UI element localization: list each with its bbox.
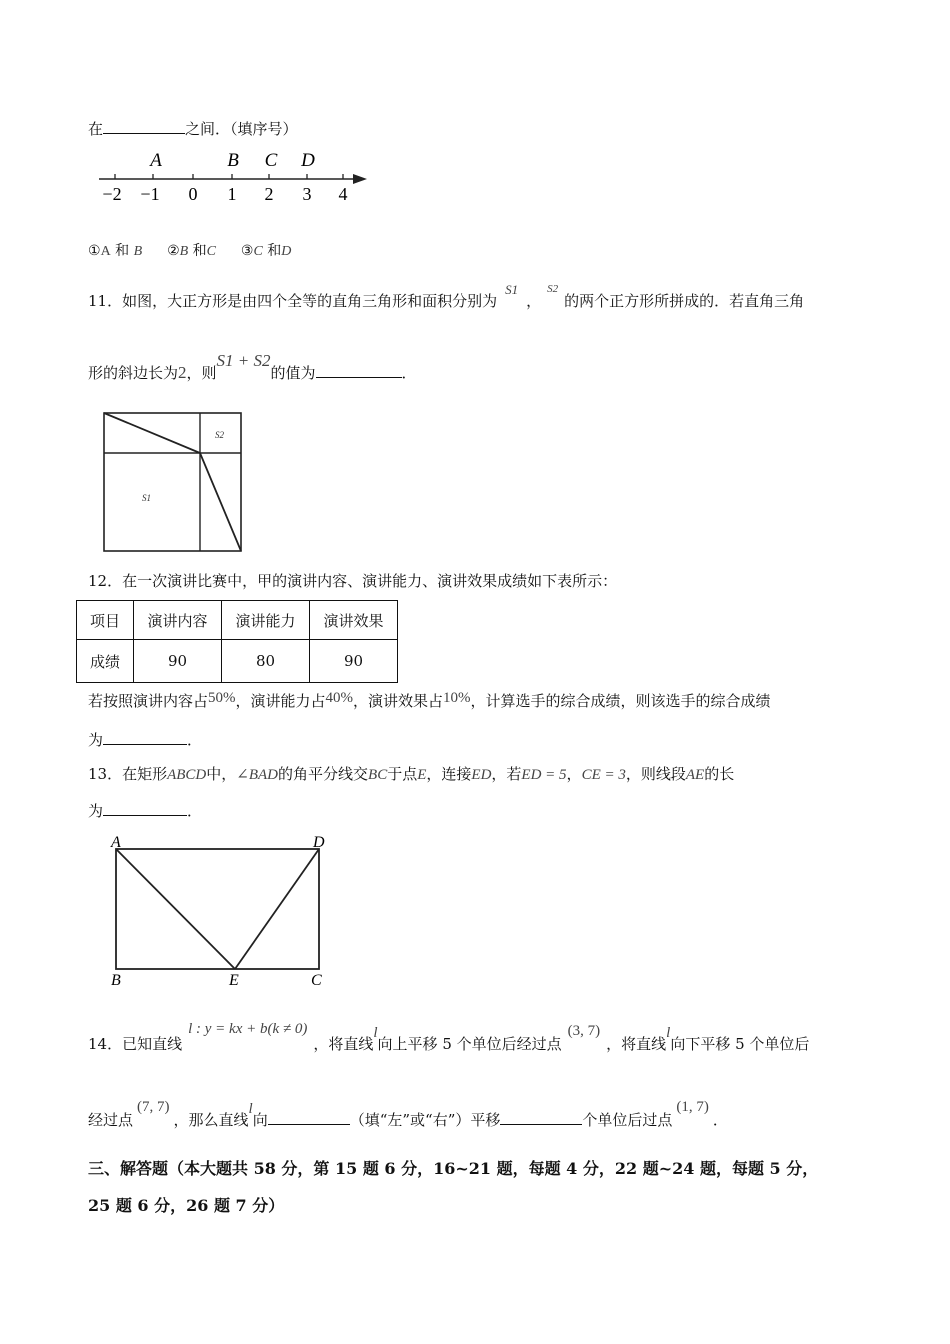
- number-line-figure: [95, 145, 375, 210]
- q12-question: 12．在一次演讲比赛中，甲的演讲内容、演讲能力、演讲效果成绩如下表所示：: [88, 572, 618, 590]
- score-table: [76, 600, 398, 683]
- q14-line-eq: l : y = kx + b(k ≠ 0): [188, 1021, 308, 1037]
- tick-label: 4: [338, 184, 348, 204]
- tick-label: 1: [227, 184, 237, 204]
- tick-label: 2: [264, 184, 274, 204]
- table-cell: 成绩: [77, 640, 134, 683]
- q14-line2: 经过点(7, 7)，那么直线l向 （填“左”或“右”）平移 个单位后过点(1, 7)．: [88, 1099, 728, 1129]
- tick-label: −2: [102, 184, 122, 204]
- table-header-cell: 项目: [77, 601, 134, 640]
- q11-s1: S1: [505, 282, 519, 297]
- table-header-cell: 演讲效果: [310, 601, 398, 640]
- table-row: [77, 640, 398, 683]
- tick-label: −1: [140, 184, 160, 204]
- table-cell: 80: [222, 640, 310, 683]
- table-row: [77, 601, 398, 640]
- point-label-c: C: [264, 150, 278, 171]
- vertex-d: D: [313, 834, 325, 851]
- vertex-a: A: [111, 834, 121, 851]
- q14-point-1: (3, 7): [567, 1023, 601, 1039]
- q13-figure: [104, 830, 332, 992]
- option-1[interactable]: ①A 和 B: [88, 243, 143, 259]
- segment-ae: [116, 849, 235, 969]
- q10-options: [88, 240, 291, 260]
- q14-line1: 14．已知直线l : y = kx + b(k ≠ 0)，将直线l向上平移 5 个单位后经过点(3, 7)，将直线l向下平移 5 个单位后: [88, 1021, 810, 1053]
- section3-heading-line2: 25 题 6 分，26 题 7 分）: [88, 1196, 285, 1215]
- q13-line1: 13．在矩形ABCD中，∠BAD的角平分线交BC于点E，连接ED，若ED = 5，CE = 3，则线段AE的长: [88, 765, 735, 783]
- table-header-cell: 演讲内容: [134, 601, 222, 640]
- q11-line2: 形的斜边长为2，则S1 + S2的值为 ．: [88, 351, 417, 382]
- label-s2: S2: [215, 430, 224, 440]
- q14-point-3: (1, 7): [676, 1099, 709, 1115]
- q11-s2: S2: [547, 283, 559, 295]
- q11-expr: S1 + S2: [216, 351, 271, 370]
- q14-direction-blank[interactable]: [268, 1110, 350, 1125]
- q11-line1: 11．如图，大正方形是由四个全等的直角三角形和面积分别为S1，$^{S2}$的两个正方形所拼成的．若直角三角: [88, 282, 805, 310]
- q14-point-2: (7, 7): [137, 1099, 170, 1115]
- tick-label: 3: [302, 184, 312, 204]
- vertex-e: E: [229, 972, 239, 989]
- vertex-c: C: [311, 972, 322, 989]
- number-line-arrow: [353, 174, 367, 184]
- q12-line3: 为 ．: [88, 731, 203, 749]
- q13-blank[interactable]: [103, 801, 187, 816]
- table-cell: 90: [310, 640, 398, 683]
- point-label-b: B: [227, 150, 239, 171]
- q12-line2: 若按照演讲内容占50%，演讲能力占40%，演讲效果占10%，计算选手的综合成绩，则该选手的综合成绩: [88, 690, 771, 710]
- label-s1: S1: [142, 493, 151, 503]
- q11-blank[interactable]: [316, 363, 402, 378]
- q12-blank[interactable]: [103, 730, 187, 745]
- tick-label: 0: [188, 184, 198, 204]
- point-label-a: A: [150, 150, 162, 171]
- q10-blank[interactable]: [103, 119, 185, 134]
- q11-figure: [100, 410, 246, 555]
- section3-heading-line1: 三、解答题（本大题共 58 分，第 15 题 6 分，16~21 题，每题 4 分，22 题~24 题，每题 5 分，: [88, 1159, 819, 1178]
- q13-line2: 为 ．: [88, 802, 203, 820]
- q14-units-blank[interactable]: [500, 1110, 582, 1125]
- option-2[interactable]: ②B 和C: [167, 243, 216, 259]
- point-label-d: D: [301, 150, 315, 171]
- segment-ed: [235, 849, 319, 969]
- table-header-cell: 演讲能力: [222, 601, 310, 640]
- table-cell: 90: [134, 640, 222, 683]
- option-3[interactable]: ③C 和D: [240, 243, 292, 259]
- vertex-b: B: [111, 972, 121, 989]
- q10-line: 在 之间．（填序号）: [88, 120, 298, 138]
